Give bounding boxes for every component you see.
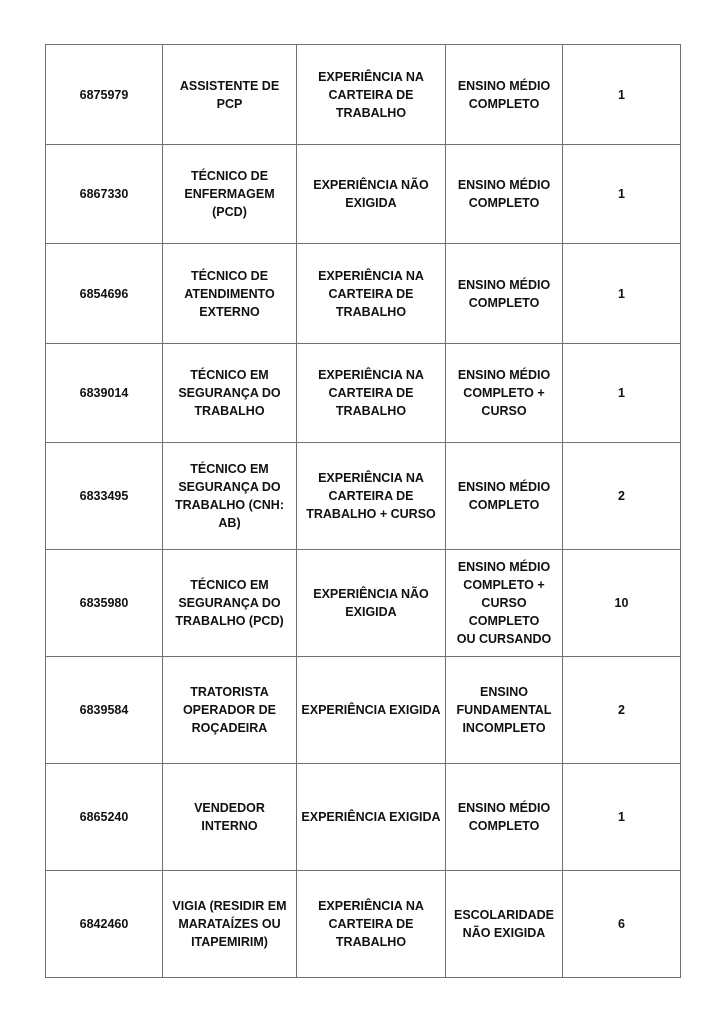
education-cell: ENSINO MÉDIO COMPLETO [446,443,563,550]
job-title-cell: ASSISTENTE DE PCP [163,45,297,145]
job-title-cell: VENDEDOR INTERNO [163,764,297,871]
experience-cell: EXPERIÊNCIA NÃO EXIGIDA [297,145,446,244]
job-code-cell: 6865240 [46,764,163,871]
job-code-cell: 6854696 [46,244,163,344]
openings-cell: 6 [563,871,681,978]
job-title-cell: TRATORISTA OPERADOR DE ROÇADEIRA [163,657,297,764]
job-title-cell: TÉCNICO DE ENFERMAGEM (PCD) [163,145,297,244]
table-row [46,344,681,443]
experience-cell: EXPERIÊNCIA EXIGIDA [297,657,446,764]
experience-cell: EXPERIÊNCIA EXIGIDA [297,764,446,871]
job-code-cell: 6833495 [46,443,163,550]
experience-cell: EXPERIÊNCIA NA CARTEIRA DE TRABALHO [297,244,446,344]
education-cell: ENSINO MÉDIO COMPLETO [446,145,563,244]
job-code-cell: 6875979 [46,45,163,145]
job-code-cell: 6842460 [46,871,163,978]
openings-cell: 1 [563,344,681,443]
openings-cell: 1 [563,244,681,344]
table-row [46,145,681,244]
job-title-cell: TÉCNICO EM SEGURANÇA DO TRABALHO (PCD) [163,550,297,657]
table-row [46,45,681,145]
openings-cell: 1 [563,145,681,244]
job-code-cell: 6867330 [46,145,163,244]
education-cell: ENSINO FUNDAMENTAL INCOMPLETO [446,657,563,764]
openings-cell: 10 [563,550,681,657]
table-row [46,443,681,550]
job-title-cell: TÉCNICO EM SEGURANÇA DO TRABALHO [163,344,297,443]
job-vacancies-table [45,44,681,978]
openings-cell: 1 [563,45,681,145]
experience-cell: EXPERIÊNCIA NÃO EXIGIDA [297,550,446,657]
table-row [46,764,681,871]
job-code-cell: 6835980 [46,550,163,657]
education-cell: ENSINO MÉDIO COMPLETO + CURSO [446,344,563,443]
table-row [46,550,681,657]
job-title-cell: TÉCNICO DE ATENDIMENTO EXTERNO [163,244,297,344]
job-title-cell: VIGIA (RESIDIR EM MARATAÍZES OU ITAPEMIRIM) [163,871,297,978]
openings-cell: 2 [563,657,681,764]
job-code-cell: 6839014 [46,344,163,443]
education-cell: ESCOLARIDADE NÃO EXIGIDA [446,871,563,978]
table-row [46,871,681,978]
table-row [46,657,681,764]
openings-cell: 1 [563,764,681,871]
experience-cell: EXPERIÊNCIA NA CARTEIRA DE TRABALHO + CURSO [297,443,446,550]
experience-cell: EXPERIÊNCIA NA CARTEIRA DE TRABALHO [297,344,446,443]
openings-cell: 2 [563,443,681,550]
experience-cell: EXPERIÊNCIA NA CARTEIRA DE TRABALHO [297,871,446,978]
experience-cell: EXPERIÊNCIA NA CARTEIRA DE TRABALHO [297,45,446,145]
education-cell: ENSINO MÉDIO COMPLETO + CURSO COMPLETO OU CURSANDO [446,550,563,657]
job-code-cell: 6839584 [46,657,163,764]
table-row [46,244,681,344]
job-title-cell: TÉCNICO EM SEGURANÇA DO TRABALHO (CNH: AB) [163,443,297,550]
education-cell: ENSINO MÉDIO COMPLETO [446,244,563,344]
education-cell: ENSINO MÉDIO COMPLETO [446,764,563,871]
education-cell: ENSINO MÉDIO COMPLETO [446,45,563,145]
